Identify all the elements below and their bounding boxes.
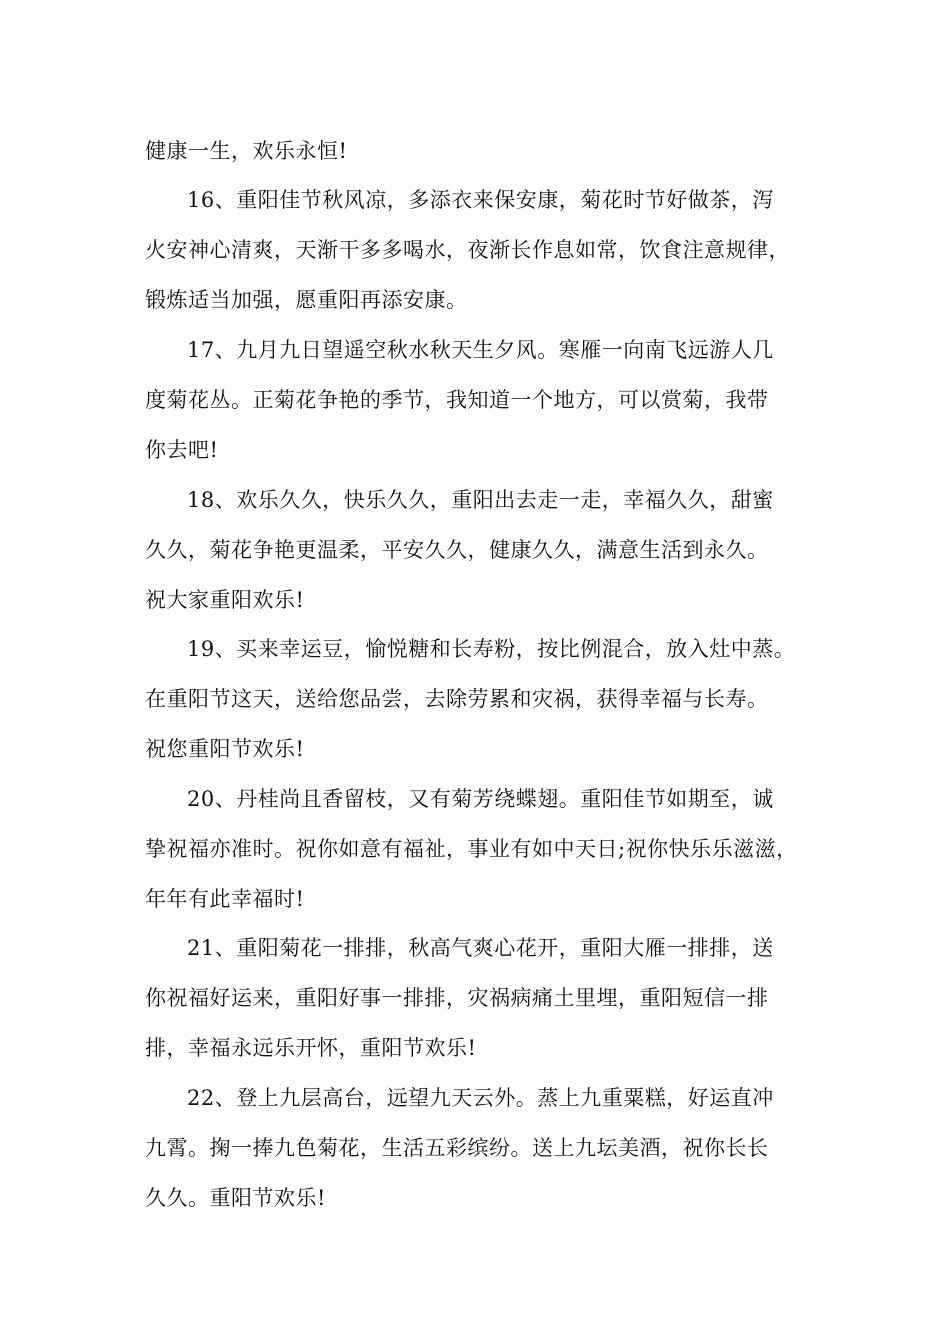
- paragraph-16-line-3: 锻炼适当加强，愿重阳再添安康。: [145, 288, 468, 312]
- paragraph-18-line-1: 18、欢乐久久，快乐久久，重阳出去走一走，幸福久久，甜蜜: [187, 488, 774, 512]
- paragraph-16-line-1: 16、重阳佳节秋风凉，多添衣来保安康，菊花时节好做茶，泻: [187, 188, 774, 212]
- paragraph-18-line-2: 久久，菊花争艳更温柔，平安久久，健康久久，满意生活到永久。: [145, 538, 769, 562]
- paragraph-19-line-2: 在重阳节这天，送给您品尝，去除劳累和灾祸，获得幸福与长寿。: [145, 687, 769, 711]
- paragraph-18-line-3: 祝大家重阳欢乐!: [145, 588, 305, 612]
- paragraph-22-line-3: 久久。重阳节欢乐!: [145, 1186, 326, 1210]
- paragraph-22-line-2: 九霄。掬一捧九色菊花，生活五彩缤纷。送上九坛美酒，祝你长长: [145, 1136, 769, 1160]
- paragraph-17-line-1: 17、九月九日望遥空秋水秋天生夕风。寒雁一向南飞远游人几: [187, 338, 774, 362]
- paragraph-19-line-3: 祝您重阳节欢乐!: [145, 737, 305, 761]
- text-line: 健康一生，欢乐永恒!: [145, 139, 348, 163]
- paragraph-20-line-2: 挚祝福亦准时。祝你如意有福祉，事业有如中天日;祝你快乐乐滋滋，: [145, 837, 798, 861]
- paragraph-16-line-2: 火安神心清爽，天渐干多多喝水，夜渐长作息如常，饮食注意规律，: [145, 238, 790, 262]
- paragraph-17-line-2: 度菊花丛。正菊花争艳的季节，我知道一个地方，可以赏菊，我带: [145, 388, 769, 412]
- paragraph-21-line-3: 排，幸福永远乐开怀，重阳节欢乐!: [145, 1036, 477, 1060]
- paragraph-20-line-3: 年年有此幸福时!: [145, 887, 305, 911]
- paragraph-20-line-1: 20、丹桂尚且香留枝，又有菊芳绕蝶翅。重阳佳节如期至，诚: [187, 787, 774, 811]
- paragraph-19-line-1: 19、买来幸运豆，愉悦糖和长寿粉，按比例混合，放入灶中蒸。: [187, 637, 796, 661]
- paragraph-21-line-2: 你祝福好运来，重阳好事一排排，灾祸病痛土里埋，重阳短信一排: [145, 986, 769, 1010]
- paragraph-22-line-1: 22、登上九层高台，远望九天云外。蒸上九重粟糕，好运直冲: [187, 1086, 774, 1110]
- paragraph-17-line-3: 你去吧!: [145, 438, 219, 462]
- paragraph-21-line-1: 21、重阳菊花一排排，秋高气爽心花开，重阳大雁一排排，送: [187, 936, 774, 960]
